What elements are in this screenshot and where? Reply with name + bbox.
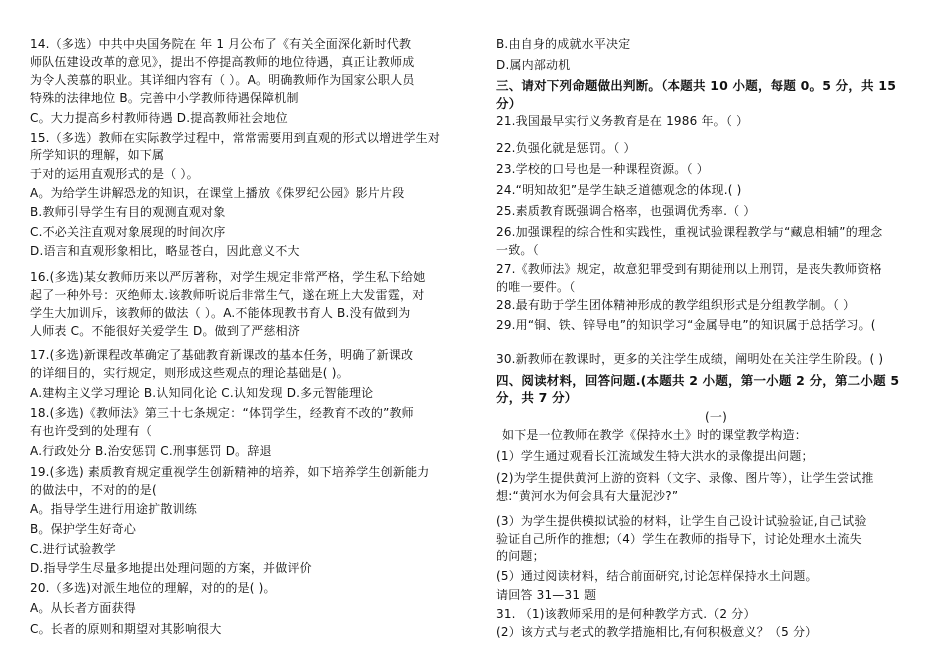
- q14-line-2: 师队伍建设改革的意见》，提出不停提高教师的地位待遇，真正让教师成: [30, 55, 415, 69]
- q14-options: C。大力提高乡村教师待遇 D.提高教师社会地位: [30, 111, 288, 125]
- q14-line-3: 为令人羡慕的职业。其详细内容有（ ）。A。明确教师作为国家公职人员: [30, 73, 415, 87]
- q17-line-1: 17.(多选)新课程改革确定了基础教育新课改的基本任务，明确了新课改: [30, 348, 414, 362]
- material-step-3-line-3: 的问题；: [496, 549, 545, 563]
- q14-line-4: 特殊的法律地位 B。完善中小学教师待遇保障机制: [30, 91, 299, 105]
- q18-line-1: 18.(多选)《教师法》第三十七条规定：“体罚学生，经教育不改的”教师: [30, 406, 414, 420]
- q16-line-1: 16.(多选)某女教师历来以严厉著称，对学生规定非常严格，学生私下给她: [30, 270, 426, 284]
- material-step-2-line-2: 想:“黄河水为何会具有大量泥沙?”: [496, 489, 679, 503]
- q14-line-1: 14.（多选）中共中央国务院在 年 1 月公布了《有关全面深化新时代教: [30, 37, 412, 51]
- q20-option-b: B.由自身的成就水平决定: [496, 37, 631, 51]
- q19-line-2: 的做法中，不对的的是(: [30, 483, 157, 497]
- material-intro: 如下是一位教师在教学《保持水土》时的课堂教学构造：: [502, 428, 808, 442]
- material-step-3-line-2: 验证自己所作的推想;（4）学生在教师的指导下，讨论处理水土流失: [496, 532, 862, 546]
- section-4-heading-line-2: 分，共 7 分）: [496, 390, 578, 405]
- q15-option-d: D.语言和直观形象相比，略显苍白，因此意义不大: [30, 244, 300, 258]
- q18-line-2: 有也许受到的处理有（: [30, 424, 153, 438]
- q20-option-c: C。长者的原则和期望对其影响很大: [30, 622, 222, 636]
- q19-option-c: C.进行试验教学: [30, 542, 116, 556]
- q29: 29.用“铜、铁、锌导电”的知识学习“金属导电”的知识属于总括学习。(: [496, 318, 876, 332]
- q19-option-a: A。指导学生进行用途扩散训练: [30, 502, 198, 516]
- q15-option-c: C.不必关注直观对象展现的时间次序: [30, 225, 226, 239]
- q27-line-1: 27.《教师法》规定，故意犯罪受到有期徒刑以上刑罚，是丧失教师资格: [496, 262, 882, 276]
- section-4-heading-line-1: 四、阅读材料，回答问题.(本题共 2 小题，第一小题 2 分，第二小题 5: [496, 373, 900, 388]
- section-3-heading-line-2: 分）: [496, 96, 522, 111]
- q16-line-3: 学生大加训斥，该教师的做法（ ）。A.不能体现教书育人 B.没有做到为: [30, 306, 411, 320]
- q15-option-a: A。为给学生讲解恐龙的知识，在课堂上播放《侏罗纪公园》影片片段: [30, 186, 405, 200]
- q16-line-4: 人师表 C。不能很好关爱学生 D。做到了严慈相济: [30, 324, 301, 338]
- q27-line-2: 的唯一要件。（: [496, 280, 576, 294]
- q15-option-b: B.教师引导学生有目的观测直观对象: [30, 205, 226, 219]
- q19-option-d: D.指导学生尽量多地提出处理问题的方案，并做评价: [30, 561, 312, 575]
- q21: 21.我国最早实行义务教育是在 1986 年。（ ）: [496, 114, 749, 128]
- q15-line-1: 15.（多选）教师在实际教学过程中，常常需要用到直观的形式以增进学生对: [30, 131, 441, 145]
- q16-line-2: 起了一种外号：灭绝师太.该教师听说后非常生气，遂在班上大发雷霆，对: [30, 288, 425, 302]
- q20-option-d: D.属内部动机: [496, 58, 571, 72]
- answer-prompt: 请回答 31—31 题: [496, 588, 597, 602]
- q15-line-2: 所学知识的理解，如下属: [30, 148, 165, 162]
- section-3-heading-line-1: 三、请对下列命题做出判断。（本题共 10 小题，每题 0。5 分，共 15: [496, 78, 897, 93]
- q17-options: A.建构主义学习理论 B.认知同化论 C.认知发现 D.多元智能理论: [30, 386, 374, 400]
- material-step-1: (1）学生通过观看长江流域发生特大洪水的录像提出问题；: [496, 449, 814, 463]
- material-step-2-line-1: (2)为学生提供黄河上游的资料（文字、录像、图片等），让学生尝试推: [496, 471, 874, 485]
- q22: 22.负强化就是惩罚。（ ）: [496, 141, 636, 155]
- q18-options: A.行政处分 B.治安惩罚 C.刑事惩罚 D。辞退: [30, 444, 272, 458]
- material-step-3-line-1: (3）为学生提供模拟试验的材料，让学生自己设计试验验证,自己试验: [496, 514, 867, 528]
- q28: 28.最有助于学生团体精神形成的教学组织形式是分组教学制。（ ）: [496, 298, 856, 312]
- q17-line-2: 的详细目的，实行规定，则形成这些观点的理论基础是( )。: [30, 366, 349, 380]
- q24: 24.“明知故犯”是学生缺乏道德观念的体现.( ): [496, 183, 742, 197]
- part-one-title: (一): [705, 410, 727, 424]
- q20-option-a: A。从长者方面获得: [30, 601, 137, 615]
- q20-line-1: 20.（多选)对派生地位的理解，对的的是( )。: [30, 581, 276, 595]
- q26-line-2: 一致。（: [496, 243, 539, 257]
- q31-part-2: (2）该方式与老式的教学措施相比,有何积极意义？（5 分）: [496, 625, 818, 639]
- q19-line-1: 19.(多选) 素质教育规定重视学生创新精神的培养，如下培养学生创新能力: [30, 465, 430, 479]
- q19-option-b: B。保护学生好奇心: [30, 522, 137, 536]
- q15-line-3: 于对的运用直观形式的是（ ）。: [30, 167, 199, 181]
- q23: 23.学校的口号也是一种课程资源。（ ）: [496, 162, 709, 176]
- q26-line-1: 26.加强课程的综合性和实践性，重视试验课程教学与“藏息相辅”的理念: [496, 225, 883, 239]
- q30: 30.新教师在教课时，更多的关注学生成绩，阐明处在关注学生阶段。( ): [496, 352, 884, 366]
- q25: 25.素质教育既强调合格率，也强调优秀率.（ ）: [496, 204, 756, 218]
- q31-part-1: 31. （1)该教师采用的是何种教学方式.（2 分）: [496, 607, 756, 621]
- material-step-5: (5）通过阅读材料，结合前面研究,讨论怎样保持水土问题。: [496, 569, 818, 583]
